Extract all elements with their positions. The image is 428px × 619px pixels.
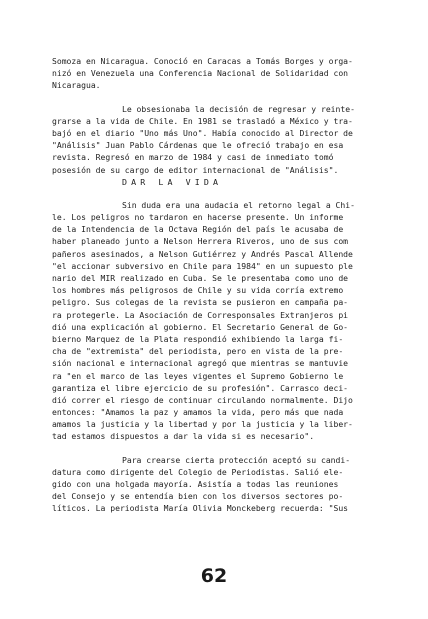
- text-line: tad estamos dispuestos a dar la vida si es necesario".: [52, 431, 315, 442]
- text-line: garantiza el libre ejercicio de su profesión". Carrasco deci-: [52, 382, 349, 393]
- text-line: ra protegerle. La Asociación de Corresponsales Extranjeros pi: [52, 309, 349, 320]
- text-line: "el accionar subversivo en Chile para 1984" en un supuesto ple: [52, 260, 353, 271]
- text-line: los hombres más peligrosos de Chile y su vida corría extremo: [52, 285, 344, 296]
- text-line: Sin duda era una audacia el retorno legal a Chi-: [122, 199, 355, 210]
- text-line: peligro. Sus colegas de la revista se pusieron en campaña pa-: [52, 297, 349, 308]
- text-line: haber planeado junto a Nelson Herrera Riveros, uno de sus com: [52, 236, 349, 247]
- text-line: Somoza en Nicaragua. Conoció en Caracas a Tomás Borges y orga-: [52, 56, 353, 66]
- text-line: del Consejo y se entendía bien con los diversos sectores po-: [52, 491, 344, 502]
- text-line: de la Intendencia de la Octava Región del país le acusaba de: [52, 224, 344, 235]
- text-line: líticos. La periodista María Olivia Monckeberg recuerda: "Sus: [52, 503, 349, 514]
- text-line: pañeros asesinados, a Nelson Gutiérrez y Andrés Pascal Allende: [52, 248, 353, 259]
- text-line: dió una explicación al gobierno. El Secretario General de Go-: [52, 321, 349, 332]
- page-number: 62: [200, 565, 228, 587]
- text-line: nizó en Venezuela una Conferencia Nacional de Solidaridad con: [52, 68, 349, 79]
- text-line: bajó en el diario "Uno más Uno". Había conocido al Director de: [52, 127, 353, 138]
- text-line: datura como dirigente del Colegio de Periodistas. Salió ele-: [52, 466, 344, 477]
- text-line: revista. Regresó en marzo de 1984 y casi de inmediato tomó: [52, 152, 334, 163]
- paragraph: [52, 103, 382, 176]
- text-line: bierno Marquez de la Plata respondió exhibiendo la larga fi-: [52, 333, 344, 344]
- paragraph: [52, 454, 382, 515]
- text-line: entonces: "Amamos la paz y amamos la vida, pero más que nada: [52, 407, 344, 418]
- text-line: cha de "extremista" del periodista, pero en vista de la pre-: [52, 346, 344, 357]
- body-text: [52, 55, 382, 515]
- text-line: ra "en el marco de las leyes vigentes el Supremo Gobierno le: [52, 370, 344, 381]
- text-line: Le obsesionaba la decisión de regresar y reinte-: [122, 103, 355, 114]
- text-line: sión nacional e internacional agregó que mientras se mantuvie: [52, 358, 349, 369]
- text-line: "Análisis" Juan Pablo Cárdenas que le ofreció trabajo en esa: [52, 140, 344, 151]
- text-line: Para crearse cierta protección aceptó su candi-: [122, 454, 351, 465]
- text-line: Nicaragua.: [52, 80, 101, 91]
- text-line: amamos la justicia y la libertad y por la justicia y la liber-: [52, 419, 353, 430]
- text-line: le. Los peligros no tardaron en hacerse presente. Un informe: [52, 212, 344, 223]
- section-heading: DAR LA VIDA: [122, 176, 223, 187]
- text-line: gido con una holgada mayoría. Asistía a todas las reuniones: [52, 479, 339, 489]
- text-line: grarse a la vida de Chile. En 1981 se trasladó a México y tra-: [52, 115, 353, 126]
- text-line: dió correr el riesgo de continuar circulando normalmente. Dijo: [52, 394, 353, 405]
- text-line: nario del MIR realizado en Cuba. Se le presentaba como uno de: [52, 273, 349, 283]
- paragraph: [52, 55, 382, 92]
- paragraph: [52, 199, 382, 443]
- text-line: posesión de su cargo de editor internacional de "Análisis".: [52, 164, 339, 175]
